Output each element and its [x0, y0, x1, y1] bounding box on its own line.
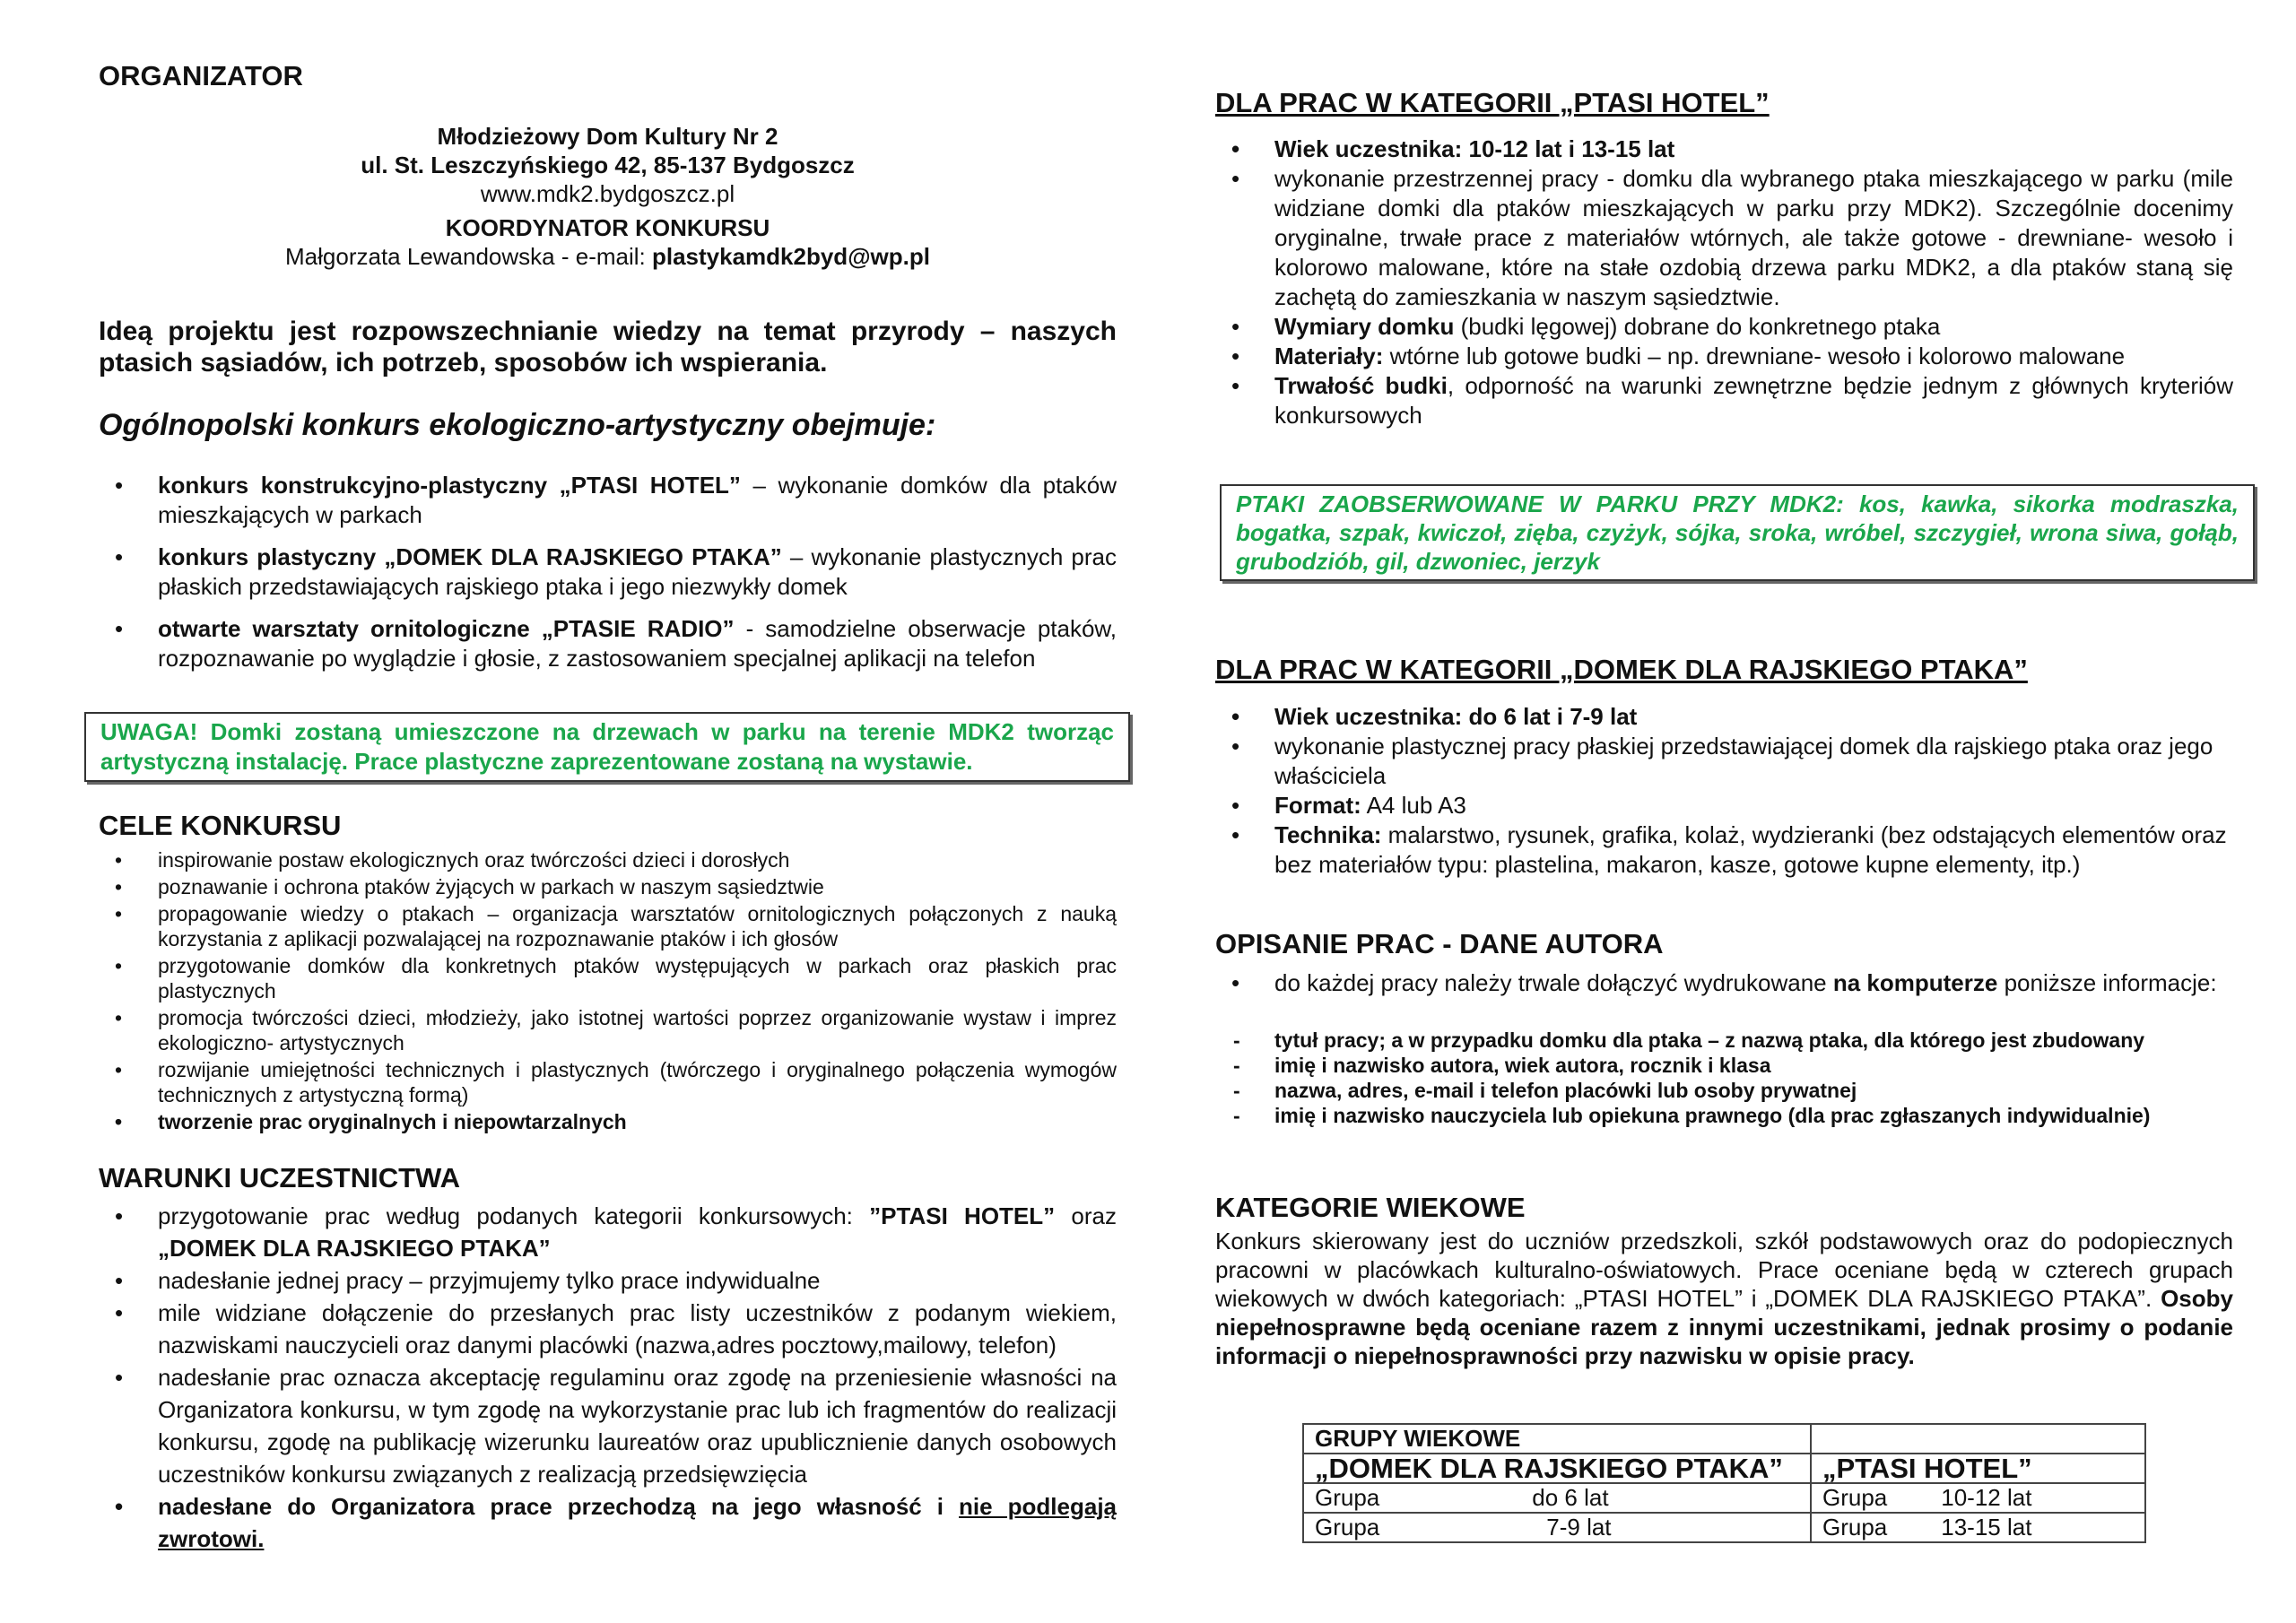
list-item: • Wiek uczestnika: 10-12 lat i 13-15 lat [1215, 135, 2233, 164]
list-item: • Wymiary domku (budki lęgowej) dobrane do konkretnego ptaka [1215, 312, 2233, 342]
organizer-website[interactable]: www.mdk2.bydgoszcz.pl [480, 180, 735, 207]
coordinator-email[interactable]: plastykamdk2byd@wp.pl [651, 243, 930, 270]
list-item: • tworzenie prac oryginalnych i niepowtarzalnych [99, 1109, 1117, 1134]
list-item: • otwarte warsztaty ornitologiczne „PTASIE RADIO” - samodzielne obserwacje ptaków, rozpoznawanie po wyglądzie i głosie, z zastosowaniem specjalnej aplikacji na telefon [99, 614, 1117, 673]
organizer-address: ul. St. Leszczyńskiego 42, 85-137 Bydgoszcz [361, 152, 855, 178]
goals-heading: CELE KONKURSU [99, 810, 342, 841]
list-item: • propagowanie wiedzy o ptakach – organizacja warsztatów ornitologicznych połączonych z nauką korzystania z aplikacji pozwalającej na rozpoznawanie ptaków i ich głosów [99, 901, 1117, 951]
age-categories-text: Konkurs skierowany jest do uczniów przedszkoli, szkół podstawowych oraz do podopiecznych pracowni w placówkach kulturalno-oświatowych. Prace oceniane będą w czterech grupach wiekowych w dwóch kategoriach: „PTASI HOTEL” i „DOMEK DLA RAJSKIEGO PTAKA”. Osoby niepełnosprawne będą oceniane razem z innymi uczestnikami, jednak prosimy o podanie informacji o niepełnosprawności przy nazwisku w opisie pracy. [1215, 1228, 2233, 1369]
list-item: • inspirowanie postaw ekologicznych oraz twórczości dzieci i dorosłych [99, 847, 1117, 872]
organizer-name: Młodzieżowy Dom Kultury Nr 2 [437, 123, 778, 150]
list-item: • przygotowanie prac według podanych kategorii konkursowych: ”PTASI HOTEL” oraz „DOMEK DLA RAJSKIEGO PTAKA” [99, 1200, 1117, 1264]
conditions-list [99, 1200, 1117, 1555]
list-item: • Technika: malarstwo, rysunek, grafika, kolaż, wydzieranki (bez odstających elementów oraz bez materiałów typu: plastelina, makaron, kasze, gotowe kupne elementy, itp.) [1215, 820, 2233, 880]
list-item: • nadesłanie prac oznacza akceptację regulaminu oraz zgodę na przeniesienie własności na Organizatora konkursu, w tym zgodę na wykorzystanie prac lub ich fragmentów do realizacji konkursu, zgodę na publikację wizerunku laureatów oraz upublicznienie danych osobowych uczestników konkursu związanych z realizacją przedsięwzięcia [99, 1361, 1117, 1490]
list-item: • Trwałość budki, odporność na warunki zewnętrzne będzie jednym z głównych kryteriów konkursowych [1215, 371, 2233, 430]
coordinator-heading: KOORDYNATOR KONKURSU [445, 214, 770, 241]
hotel-heading: DLA PRAC W KATEGORII „PTASI HOTEL” [1215, 87, 1770, 118]
age-groups-table [1302, 1423, 2146, 1543]
list-item: - tytuł pracy; a w przypadku domku dla ptaka – z nazwą ptaka, dla którego jest zbudowany [1215, 1028, 2233, 1053]
list-item: • nadesłanie jednej pracy – przyjmujemy tylko prace indywidualne [99, 1264, 1117, 1297]
table-row: Grupa do 6 lat Grupa 10-12 lat [1303, 1483, 2145, 1513]
list-item: • wykonanie plastycznej pracy płaskiej przedstawiającej domek dla rajskiego ptaka oraz jego właściciela [1215, 732, 2233, 791]
table-col-hotel: „PTASI HOTEL” [1811, 1454, 2145, 1483]
notice-box: UWAGA! Domki zostaną umieszczone na drzewach w parku na terenie MDK2 tworząc artystyczną instalację. Prace plastyczne zaprezentowane zostaną na wystawie. [84, 712, 1130, 782]
age-categories-heading: KATEGORIE WIEKOWE [1215, 1192, 1526, 1223]
list-item: • mile widziane dołączenie do przesłanych prac listy uczestników z podanym wiekiem, nazwiskami nauczycieli oraz danymi placówki (nazwa,adres pocztowy,mailowy, telefon) [99, 1297, 1117, 1361]
coordinator-name: Małgorzata Lewandowska - e-mail: [285, 243, 652, 270]
list-item: - nazwa, adres, e-mail i telefon placówki lub osoby prywatnej [1215, 1078, 2233, 1103]
list-item: • promocja twórczości dzieci, młodzieży, jako istotnej wartości poprzez organizowanie wystaw i imprez ekologiczno- artystycznych [99, 1005, 1117, 1055]
list-item: - imię i nazwisko autora, wiek autora, rocznik i klasa [1215, 1053, 2233, 1078]
list-item: • nadesłane do Organizatora prace przechodzą na jego własność i nie podlegają zwrotowi. [99, 1490, 1117, 1555]
organizer-heading: ORGANIZATOR [99, 60, 303, 91]
list-item: - imię i nazwisko nauczyciela lub opiekuna prawnego (dla prac zgłaszanych indywidualnie) [1215, 1103, 2233, 1128]
hotel-list [1215, 135, 2233, 430]
contest-heading: Ogólnopolski konkurs ekologiczno-artystyczny obejmuje: [99, 408, 936, 442]
list-item: • przygotowanie domków dla konkretnych ptaków występujących w parkach oraz płaskich prac plastycznych [99, 953, 1117, 1003]
list-item: • poznawanie i ochrona ptaków żyjących w parkach w naszym sąsiedztwie [99, 874, 1117, 899]
table-row: Grupa 7-9 lat Grupa 13-15 lat [1303, 1513, 2145, 1542]
description-intro [1215, 968, 2233, 998]
domek-heading: DLA PRAC W KATEGORII „DOMEK DLA RAJSKIEGO PTAKA” [1215, 654, 2028, 685]
list-item: • konkurs konstrukcyjno-plastyczny „PTASI HOTEL” – wykonanie domków dla ptaków mieszkających w parkach [99, 471, 1117, 530]
list-item: • Wiek uczestnika: do 6 lat i 7-9 lat [1215, 702, 2233, 732]
list-item: • konkurs plastyczny „DOMEK DLA RAJSKIEGO PTAKA” – wykonanie plastycznych prac płaskich przedstawiających rajskiego ptaka i jego niezwykły domek [99, 542, 1117, 602]
goals-list [99, 847, 1117, 1136]
description-heading: OPISANIE PRAC - DANE AUTORA [1215, 928, 1664, 959]
list-item: • do każdej pracy należy trwale dołączyć wydrukowane na komputerze poniższe informacje: [1215, 968, 2233, 998]
project-idea: Ideą projektu jest rozpowszechnianie wiedzy na temat przyrody – naszych ptasich sąsiadów, ich potrzeb, sposobów ich wspierania. [99, 317, 1117, 378]
list-item: • Materiały: wtórne lub gotowe budki – np. drewniane- wesoło i kolorowo malowane [1215, 342, 2233, 371]
description-list [1215, 1028, 2233, 1128]
table-cell-empty [1811, 1424, 2145, 1454]
organizer-info [99, 122, 1117, 271]
table-title: GRUPY WIEKOWE [1303, 1424, 1811, 1454]
contest-list [99, 471, 1117, 686]
domek-list [1215, 702, 2233, 880]
list-item: • Format: A4 lub A3 [1215, 791, 2233, 820]
conditions-heading: WARUNKI UCZESTNICTWA [99, 1162, 460, 1193]
list-item: • rozwijanie umiejętności technicznych i plastycznych (twórczego i oryginalnego połączenia wymogów technicznych z artystyczną formą) [99, 1057, 1117, 1107]
birds-box: PTAKI ZAOBSERWOWANE W PARKU PRZY MDK2: kos, kawka, sikorka modraszka, bogatka, szpak, kwiczoł, zięba, czyżyk, sójka, sroka, wróbel, szczygieł, wrona siwa, gołąb, grubodziób, gil, dzwoniec, jerzyk [1220, 484, 2255, 581]
table-col-domek: „DOMEK DLA RAJSKIEGO PTAKA” [1303, 1454, 1811, 1483]
list-item: • wykonanie przestrzennej pracy - domku dla wybranego ptaka mieszkającego w parku (mile widziane domki dla ptaków mieszkających w parku przy MDK2). Szczególnie docenimy oryginalne, trwałe prace z materiałów wtórnych, ale także gotowe - drewniane- wesoło i kolorowo malowane, które na stałe ozdobią drzewa parku MDK2, a dla ptaków staną się zachętą do zamieszkania w naszym sąsiedztwie. [1215, 164, 2233, 312]
